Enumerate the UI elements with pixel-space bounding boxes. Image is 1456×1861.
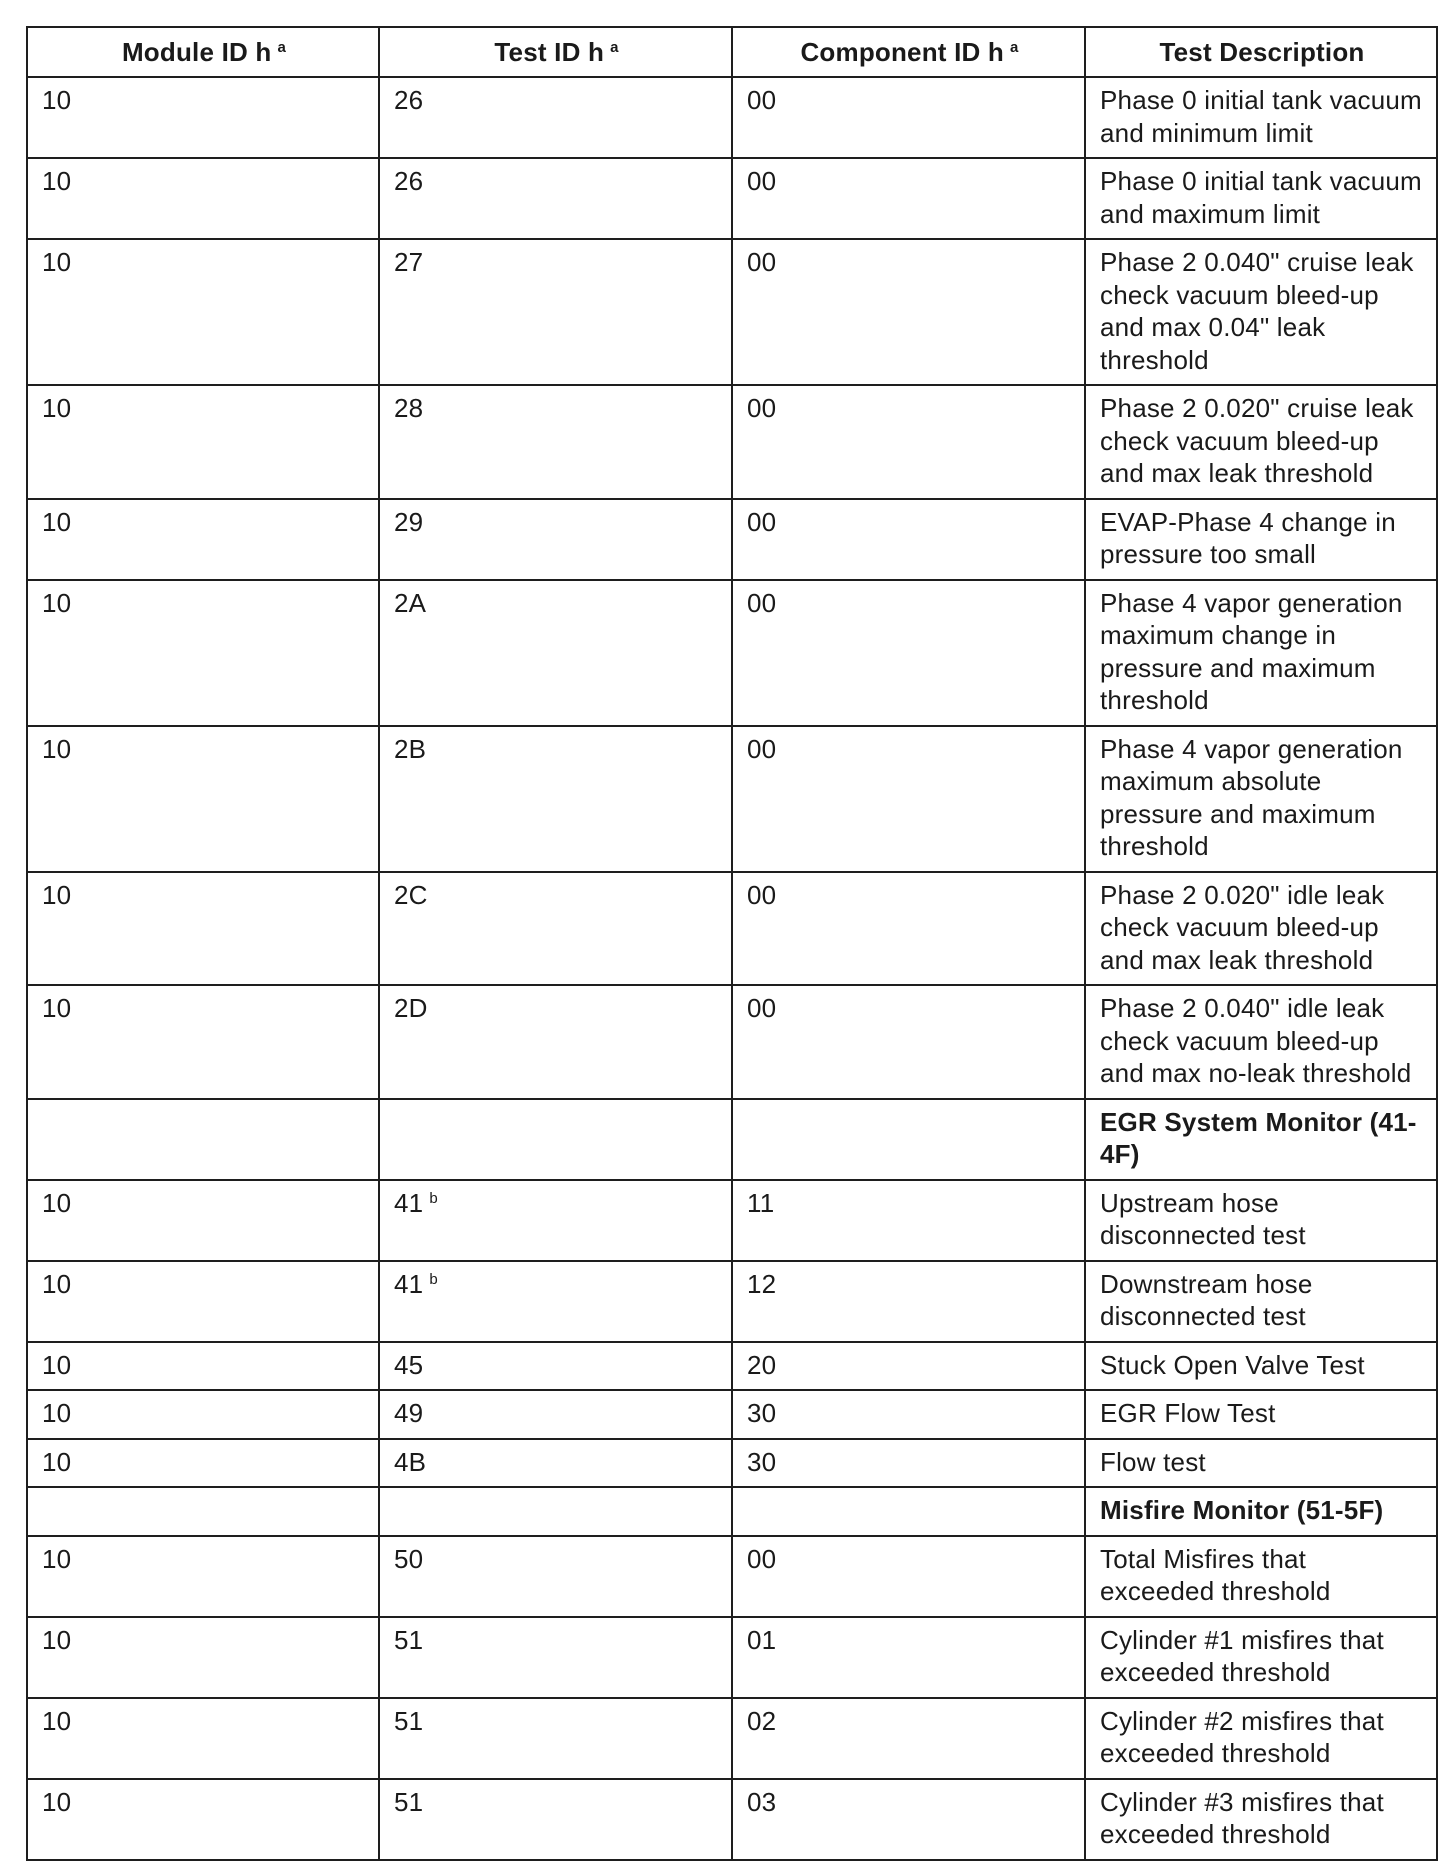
table-row bbox=[27, 1180, 1437, 1261]
test-id-value: 27 bbox=[394, 247, 424, 277]
module-id-cell: 10 bbox=[27, 1180, 379, 1261]
test-id-value: 26 bbox=[394, 85, 424, 115]
test-id-cell bbox=[379, 1617, 732, 1698]
test-id-cell bbox=[379, 239, 732, 385]
test-id-value: 51 bbox=[394, 1624, 424, 1655]
test-id-value: 41 bbox=[394, 1187, 424, 1218]
module-id-cell: 10 bbox=[27, 158, 379, 239]
test-description-cell: Total Misfires that exceeded threshold bbox=[1085, 1536, 1437, 1617]
test-id-cell bbox=[379, 985, 732, 1099]
module-id-cell: 10 bbox=[27, 1617, 379, 1698]
empty-cell bbox=[379, 1099, 732, 1180]
module-id-cell: 10 bbox=[27, 1390, 379, 1439]
module-id-cell: 10 bbox=[27, 385, 379, 499]
module-id-cell: 10 bbox=[27, 1342, 379, 1391]
table-row bbox=[27, 1536, 1437, 1617]
component-id-cell: 00 bbox=[732, 499, 1085, 580]
test-id-cell bbox=[379, 158, 732, 239]
test-id-value: 4B bbox=[394, 1446, 427, 1477]
footnote-marker: a bbox=[610, 38, 619, 56]
empty-cell bbox=[732, 1099, 1085, 1180]
component-id-cell: 00 bbox=[732, 1536, 1085, 1617]
test-id-value: 28 bbox=[394, 393, 424, 423]
component-id-cell: 00 bbox=[732, 726, 1085, 872]
component-id-cell: 00 bbox=[732, 77, 1085, 158]
test-description-cell: Phase 2 0.040" cruise leak check vacuum bleed-up and max 0.04" leak threshold bbox=[1085, 239, 1437, 385]
test-description-cell: Phase 0 initial tank vacuum and minimum limit bbox=[1085, 77, 1437, 158]
table-row bbox=[27, 872, 1437, 986]
table-row bbox=[27, 385, 1437, 499]
test-id-value: 41 bbox=[394, 1268, 424, 1299]
table-row bbox=[27, 158, 1437, 239]
test-description-cell: Phase 2 0.040" idle leak check vacuum bleed-up and max no-leak threshold bbox=[1085, 985, 1437, 1099]
table-row bbox=[27, 1617, 1437, 1698]
test-id-value: 45 bbox=[394, 1349, 424, 1380]
empty-cell bbox=[379, 1487, 732, 1536]
table-row bbox=[27, 985, 1437, 1099]
component-id-cell: 00 bbox=[732, 872, 1085, 986]
header-component-id: Component ID h $^a$ bbox=[732, 27, 1085, 77]
test-id-cell bbox=[379, 726, 732, 872]
test-description-cell: EGR Flow Test bbox=[1085, 1390, 1437, 1439]
table-row bbox=[27, 1390, 1437, 1439]
component-id-cell: 00 bbox=[732, 158, 1085, 239]
component-id-cell: 11 bbox=[732, 1180, 1085, 1261]
empty-cell bbox=[732, 1487, 1085, 1536]
test-description-cell: Phase 2 0.020" cruise leak check vacuum bleed-up and max leak threshold bbox=[1085, 385, 1437, 499]
test-id-cell bbox=[379, 872, 732, 986]
module-id-cell: 10 bbox=[27, 726, 379, 872]
section-row bbox=[27, 1487, 1437, 1536]
test-description-cell: Phase 4 vapor generation maximum change in pressure and maximum threshold bbox=[1085, 580, 1437, 726]
test-id-value: 2B bbox=[394, 733, 427, 764]
header-test-description: Test Description bbox=[1085, 27, 1437, 77]
test-id-cell bbox=[379, 499, 732, 580]
test-id-cell bbox=[379, 1439, 732, 1488]
component-id-cell: 02 bbox=[732, 1698, 1085, 1779]
test-id-cell bbox=[379, 1536, 732, 1617]
test-id-cell bbox=[379, 385, 732, 499]
empty-cell bbox=[27, 1099, 379, 1180]
test-id-table bbox=[26, 26, 1438, 1861]
module-id-cell: 10 bbox=[27, 77, 379, 158]
module-id-cell: 10 bbox=[27, 239, 379, 385]
section-heading: Misfire Monitor (51-5F) bbox=[1085, 1487, 1437, 1536]
module-id-cell: 10 bbox=[27, 1779, 379, 1860]
test-id-value: 51 bbox=[394, 1705, 424, 1736]
test-id-value: 26 bbox=[394, 166, 424, 196]
test-description-cell: Downstream hose disconnected test bbox=[1085, 1261, 1437, 1342]
table-row bbox=[27, 580, 1437, 726]
module-id-cell: 10 bbox=[27, 1536, 379, 1617]
component-id-cell: 00 bbox=[732, 580, 1085, 726]
component-id-cell: 20 bbox=[732, 1342, 1085, 1391]
table-row bbox=[27, 1779, 1437, 1860]
footnote-marker: b bbox=[429, 1270, 438, 1288]
test-id-cell bbox=[379, 1390, 732, 1439]
test-id-value: 2C bbox=[394, 879, 428, 910]
test-id-cell bbox=[379, 1342, 732, 1391]
test-description-cell: Flow test bbox=[1085, 1439, 1437, 1488]
module-id-cell: 10 bbox=[27, 1261, 379, 1342]
header-module-id: Module ID h $^a$ bbox=[27, 27, 379, 77]
component-id-cell: 12 bbox=[732, 1261, 1085, 1342]
test-id-value: 49 bbox=[394, 1398, 424, 1428]
table-row bbox=[27, 1439, 1437, 1488]
table-header-row bbox=[27, 27, 1437, 77]
empty-cell bbox=[27, 1487, 379, 1536]
component-id-cell: 00 bbox=[732, 385, 1085, 499]
test-description-cell: Upstream hose disconnected test bbox=[1085, 1180, 1437, 1261]
table-row bbox=[27, 77, 1437, 158]
test-id-cell bbox=[379, 1779, 732, 1860]
test-id-value: 29 bbox=[394, 506, 424, 537]
test-id-value: 2D bbox=[394, 993, 428, 1023]
test-id-value: 2A bbox=[394, 587, 427, 618]
test-id-cell bbox=[379, 1698, 732, 1779]
test-id-cell bbox=[379, 77, 732, 158]
module-id-cell: 10 bbox=[27, 580, 379, 726]
test-id-value: 50 bbox=[394, 1543, 424, 1574]
test-description-cell: Stuck Open Valve Test bbox=[1085, 1342, 1437, 1391]
test-description-cell: Cylinder #2 misfires that exceeded threshold bbox=[1085, 1698, 1437, 1779]
component-id-cell: 30 bbox=[732, 1439, 1085, 1488]
section-heading: EGR System Monitor (41-4F) bbox=[1085, 1099, 1437, 1180]
table-row bbox=[27, 239, 1437, 385]
header-test-id: Test ID h $^a$ bbox=[379, 27, 732, 77]
module-id-cell: 10 bbox=[27, 872, 379, 986]
component-id-cell: 00 bbox=[732, 985, 1085, 1099]
footnote-marker: b bbox=[429, 1189, 438, 1207]
module-id-cell: 10 bbox=[27, 499, 379, 580]
component-id-cell: 01 bbox=[732, 1617, 1085, 1698]
module-id-cell: 10 bbox=[27, 1439, 379, 1488]
test-id-cell bbox=[379, 1180, 732, 1261]
component-id-cell: 00 bbox=[732, 239, 1085, 385]
section-row bbox=[27, 1099, 1437, 1180]
test-description-cell: EVAP-Phase 4 change in pressure too small bbox=[1085, 499, 1437, 580]
module-id-cell: 10 bbox=[27, 1698, 379, 1779]
test-id-cell bbox=[379, 1261, 732, 1342]
table-row bbox=[27, 1261, 1437, 1342]
component-id-cell: 03 bbox=[732, 1779, 1085, 1860]
component-id-cell: 30 bbox=[732, 1390, 1085, 1439]
module-id-cell: 10 bbox=[27, 985, 379, 1099]
test-id-value: 51 bbox=[394, 1786, 424, 1817]
test-description-cell: Phase 0 initial tank vacuum and maximum limit bbox=[1085, 158, 1437, 239]
footnote-marker: a bbox=[1010, 38, 1019, 56]
footnote-marker: a bbox=[277, 38, 287, 56]
table-row bbox=[27, 726, 1437, 872]
test-description-cell: Cylinder #3 misfires that exceeded threshold bbox=[1085, 1779, 1437, 1860]
table-row bbox=[27, 1342, 1437, 1391]
test-id-cell bbox=[379, 580, 732, 726]
test-description-cell: Phase 2 0.020" idle leak check vacuum bleed-up and max leak threshold bbox=[1085, 872, 1437, 986]
test-description-cell: Cylinder #1 misfires that exceeded threshold bbox=[1085, 1617, 1437, 1698]
table-row bbox=[27, 499, 1437, 580]
table-row bbox=[27, 1698, 1437, 1779]
test-description-cell: Phase 4 vapor generation maximum absolute pressure and maximum threshold bbox=[1085, 726, 1437, 872]
